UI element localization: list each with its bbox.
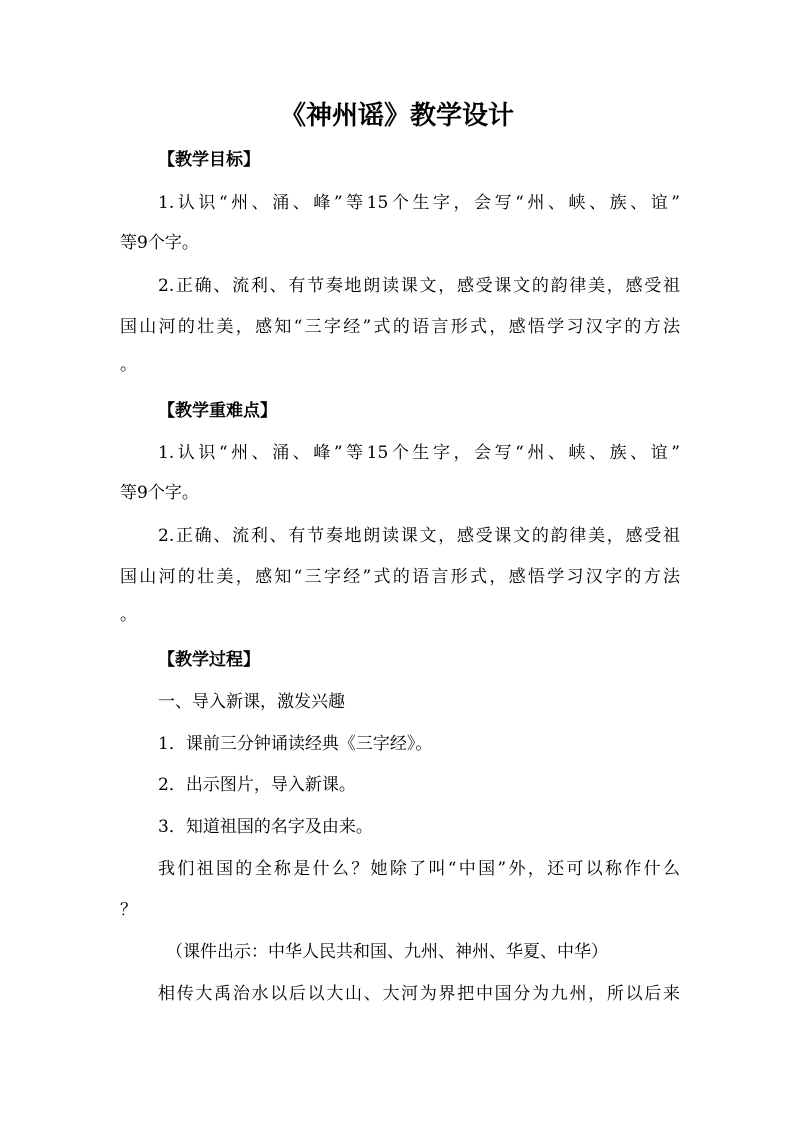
- objectives-item-2-line-2: 国山河的壮美，感知“三字经”式的语言形式，感悟学习汉字的方法: [120, 317, 680, 337]
- process-step-2: 2．出示图片，导入新课。: [158, 775, 356, 795]
- objectives-item-1-line-2: 等9个字。: [120, 233, 199, 253]
- process-step-title: 一、导入新课，激发兴趣: [158, 692, 345, 712]
- process-courseware: （课件出示：中华人民共和国、九州、神州、华夏、中华）: [166, 942, 608, 962]
- key-points-item-2-line-1: 2.正确、流利、有节奏地朗读课文，感受课文的韵律美，感受祖: [158, 526, 680, 546]
- objectives-item-1-line-1: 1.认识“州、涌、峰”等15个生字，会写“州、峡、族、谊”: [158, 193, 680, 213]
- objectives-item-2-line-3: 。: [120, 355, 137, 375]
- objectives-item-2-line-1: 2.正确、流利、有节奏地朗读课文，感受课文的韵律美，感受祖: [158, 276, 680, 296]
- document-title: 《神州谣》教学设计: [279, 101, 514, 131]
- process-step-1: 1．课前三分钟诵读经典《三字经》。: [158, 734, 433, 754]
- process-question-line-2: ？: [120, 900, 137, 920]
- process-question-line-1: 我们祖国的全称是什么？她除了叫“中国”外，还可以称作什么: [158, 859, 680, 879]
- key-points-item-1-line-2: 等9个字。: [120, 483, 199, 503]
- process-step-3: 3．知道祖国的名字及由来。: [158, 817, 373, 837]
- process-legend-line-1: 相传大禹治水以后以大山、大河为界把中国分为九州，所以后来: [158, 984, 680, 1004]
- key-points-heading: 【教学重难点】: [158, 401, 277, 421]
- key-points-item-1-line-1: 1.认识“州、涌、峰”等15个生字，会写“州、峡、族、谊”: [158, 443, 680, 463]
- key-points-item-2-line-3: 。: [120, 605, 137, 625]
- process-heading: 【教学过程】: [158, 650, 260, 670]
- objectives-heading: 【教学目标】: [158, 150, 260, 170]
- key-points-item-2-line-2: 国山河的壮美，感知“三字经”式的语言形式，感悟学习汉字的方法: [120, 567, 680, 587]
